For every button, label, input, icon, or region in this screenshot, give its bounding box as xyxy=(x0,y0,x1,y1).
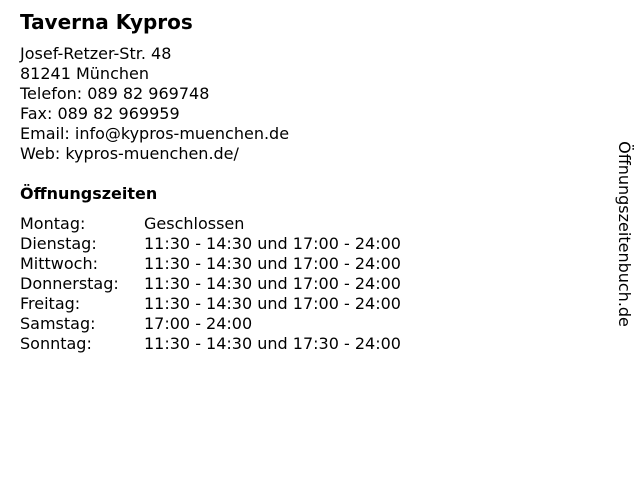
time-value: 11:30 - 14:30 und 17:00 - 24:00 xyxy=(144,274,401,293)
opening-hours-heading: Öffnungszeiten xyxy=(20,184,158,203)
day-label: Dienstag: xyxy=(20,234,97,253)
time-value: 11:30 - 14:30 und 17:00 - 24:00 xyxy=(144,234,401,253)
day-label: Samstag: xyxy=(20,314,96,333)
web-line: Web: kypros-muenchen.de/ xyxy=(20,144,239,163)
hours-row-thursday xyxy=(20,274,401,294)
street-address: Josef-Retzer-Str. 48 xyxy=(20,44,172,63)
day-label: Donnerstag: xyxy=(20,274,119,293)
city-line: 81241 München xyxy=(20,64,149,83)
business-name: Taverna Kypros xyxy=(20,10,193,34)
phone-line: Telefon: 089 82 969748 xyxy=(20,84,210,103)
time-value: 11:30 - 14:30 und 17:00 - 24:00 xyxy=(144,254,401,273)
time-value: 11:30 - 14:30 und 17:00 - 24:00 xyxy=(144,294,401,313)
contact-block xyxy=(20,44,289,164)
hours-row-monday xyxy=(20,214,401,234)
hours-row-sunday xyxy=(20,334,401,354)
fax-line: Fax: 089 82 969959 xyxy=(20,104,180,123)
hours-row-wednesday xyxy=(20,254,401,274)
hours-row-tuesday xyxy=(20,234,401,254)
time-value: Geschlossen xyxy=(144,214,245,233)
day-label: Montag: xyxy=(20,214,86,233)
hours-row-friday xyxy=(20,294,401,314)
email-line: Email: info@kypros-muenchen.de xyxy=(20,124,290,143)
brand-text: Öffnungszeitenbuch.de xyxy=(615,141,635,327)
brand-watermark xyxy=(612,134,636,334)
opening-hours-table xyxy=(20,214,401,354)
hours-row-saturday xyxy=(20,314,401,334)
day-label: Freitag: xyxy=(20,294,81,313)
day-label: Mittwoch: xyxy=(20,254,98,273)
time-value: 17:00 - 24:00 xyxy=(144,314,253,333)
day-label: Sonntag: xyxy=(20,334,92,353)
time-value: 11:30 - 14:30 und 17:30 - 24:00 xyxy=(144,334,401,353)
